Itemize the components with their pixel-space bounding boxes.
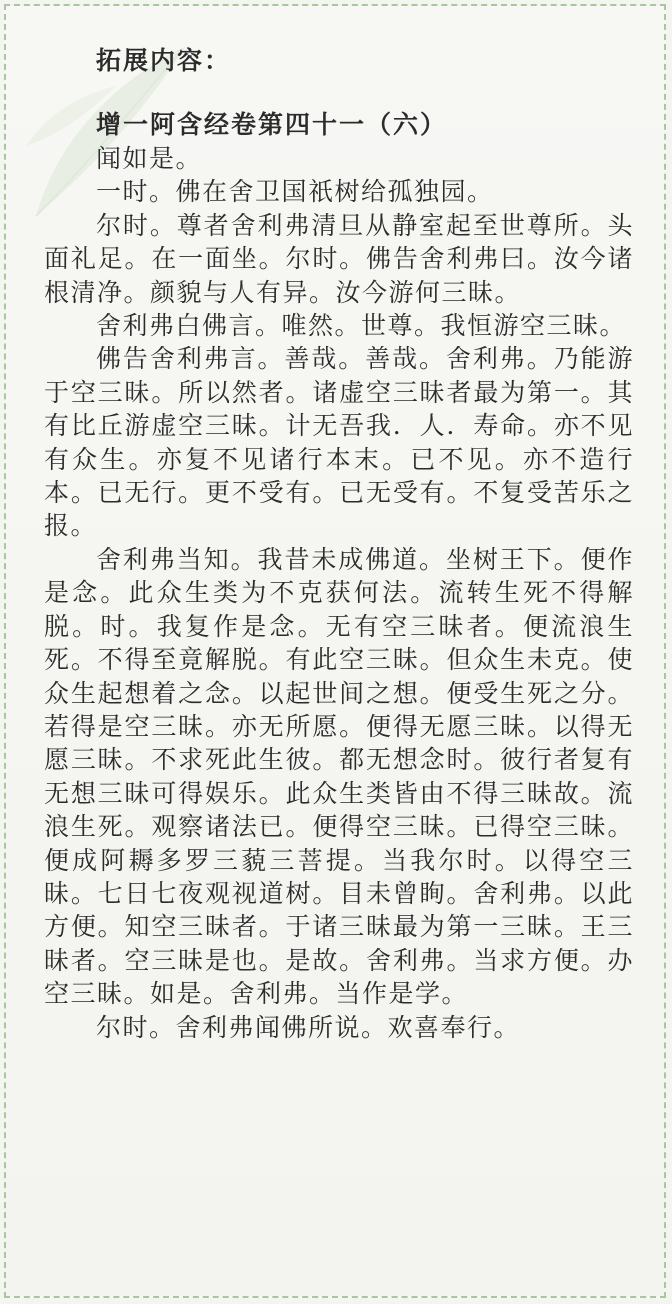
paragraph: 一时。佛在舍卫国祇树给孤独园。: [96, 177, 494, 207]
paragraph: 舍利弗白佛言。唯然。世尊。我恒游空三昧。: [96, 311, 627, 341]
article-body: [44, 44, 634, 1044]
page-frame: [4, 4, 666, 1298]
paragraph: 尔时。舍利弗闻佛所说。欢喜奉行。: [96, 1012, 521, 1042]
paragraph: 闻如是。: [96, 144, 203, 173]
paragraph: 尔时。尊者舍利弗清旦从静室起至世尊所。头面礼足。在一面坐。尔时。佛告舍利弗曰。汝今诸根清净。颜貌与人有异。汝今游何三昧。: [44, 210, 634, 307]
paragraph: 舍利弗当知。我昔未成佛道。坐树王下。便作是念。此众生类为不克获何法。流转生死不得解脱。时。我复作是念。无有空三昧者。便流浪生死。不得至竟解脱。有此空三昧。但众生未克。使众生起想着之念。以起世间之想。便受生死之分。若得是空三昧。亦无所愿。便得无愿三昧。以得无愿三昧。不求死此生彼。都无想念时。彼行者复有无想三昧可得娱乐。此众生类皆由不得三昧故。流浪生死。观察诸法已。便得空三昧。已得空三昧。便成阿耨多罗三藐三菩提。当我尔时。以得空三昧。七日七夜观视道树。目未曾眴。舍利弗。以此方便。知空三昧者。于诸三昧最为第一三昧。王三昧者。空三昧是也。是故。舍利弗。当求方便。办空三昧。如是。舍利弗。当作是学。: [44, 544, 634, 1009]
sutra-title: 增一阿含经卷第四十一（六）: [96, 110, 448, 139]
paragraph: 佛告舍利弗言。善哉。善哉。舍利弗。乃能游于空三昧。所以然者。诸虚空三昧者最为第一。其有比丘游虚空三昧。计无吾我．人．寿命。亦不见有众生。亦复不见诸行本末。已不见。亦不造行本。已无行。更不受有。已无受有。不复受苦乐之报。: [44, 344, 634, 541]
section-label: 拓展内容：: [96, 46, 232, 75]
